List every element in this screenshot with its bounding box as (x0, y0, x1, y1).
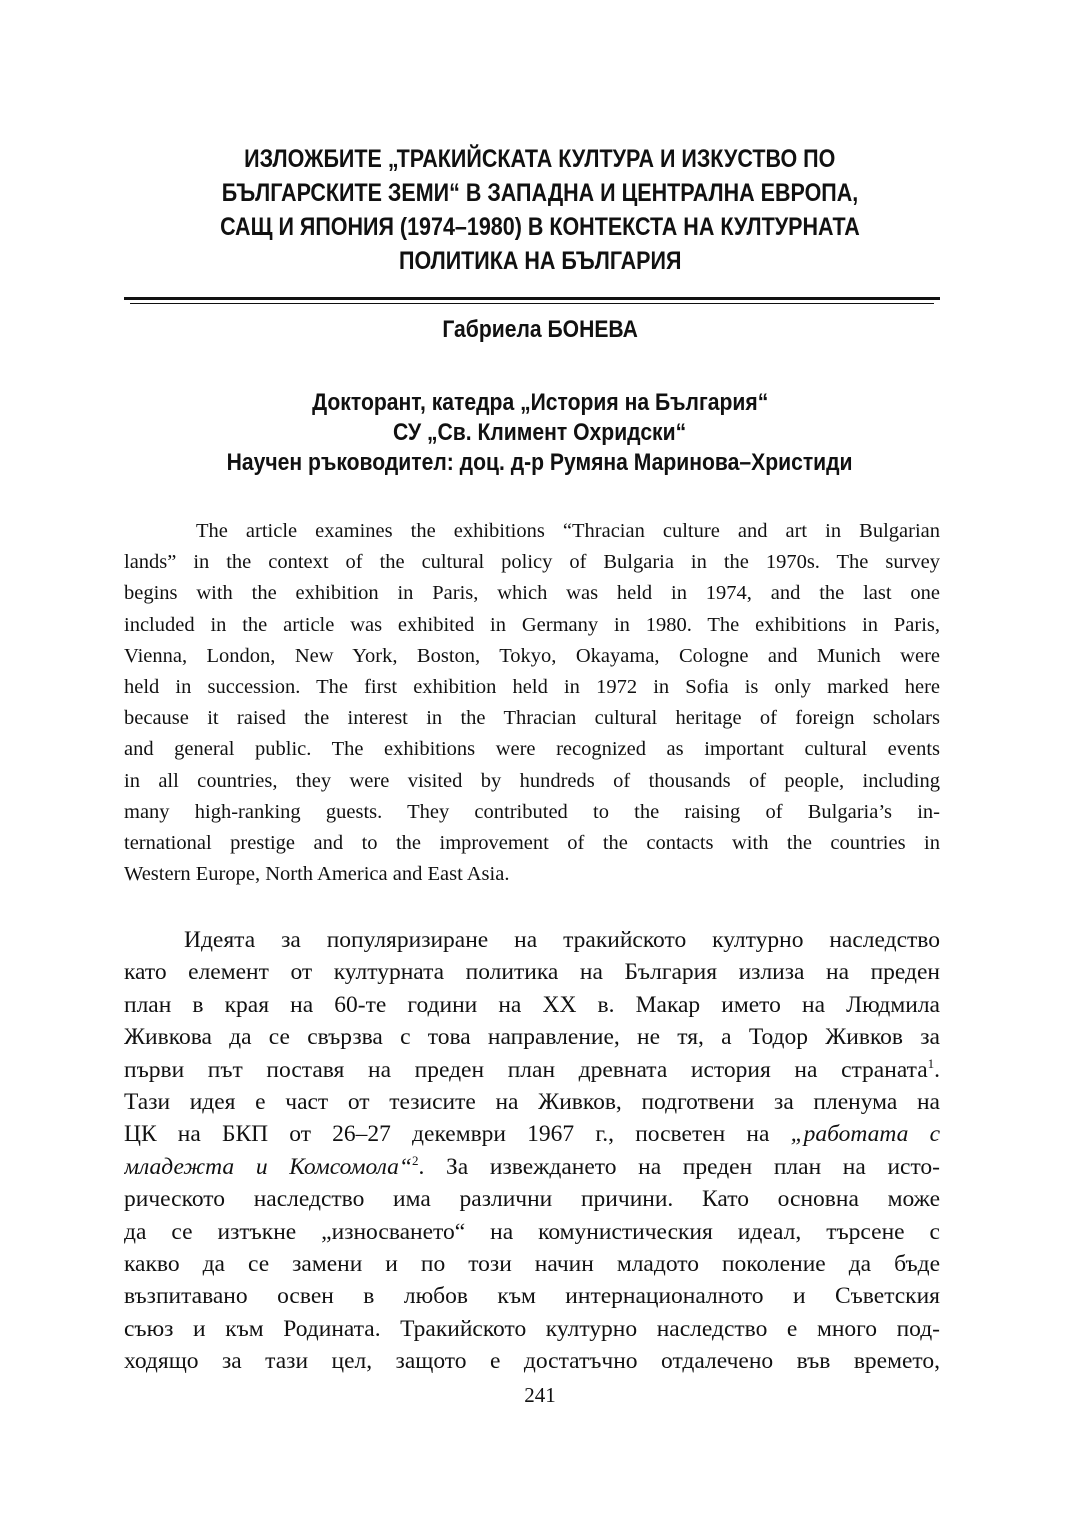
page-number: 241 (524, 1383, 556, 1407)
body-line: рическото наследство има различни причини. Като основна може (124, 1186, 940, 1213)
body-line: какво да се замени и по този начин младото поколение да бъде (124, 1250, 940, 1277)
author-text: Габриела БОНЕВА (442, 316, 638, 343)
abstract-line: begins with the exhibition in Paris, which was held in 1974, and the last one (124, 582, 940, 605)
affiliation-line: Докторант, катедра „История на България“ (311, 389, 769, 416)
body-line: план в края на 60-те години на XX в. Макар името на Людмила (124, 991, 940, 1018)
supervisor-line: Научен ръководител: доц. д-р Румяна Маринова–Христиди (227, 449, 853, 476)
title-line: БЪЛГАРСКИТЕ ЗЕМИ“ В ЗАПАДНА И ЦЕНТРАЛНА ЕВРОПА, (221, 179, 859, 207)
body-line: като елемент от културната политика на България излиза на преден (124, 959, 940, 986)
title-line: ПОЛИТИКА НА БЪЛГАРИЯ (398, 247, 682, 275)
abstract-line: in all countries, they were visited by hundreds of thousands of people, including (124, 769, 940, 792)
affiliation-line: СУ „Св. Климент Охридски“ (393, 419, 687, 446)
body-text (124, 924, 940, 1377)
author-name (100, 314, 980, 346)
body-line: възпитавано освен в любов към интернационалното и Съветския (124, 1283, 940, 1310)
abstract-line: The article examines the exhibitions “Thracian culture and art in Bulgarian (196, 520, 940, 542)
body-line: съюз и към Родината. Тракийското културно наследство е много под- (124, 1315, 940, 1342)
abstract-line: ternational prestige and to the improvement of the contacts with the countries in (124, 831, 940, 854)
title-divider-thin (130, 303, 934, 304)
body-text-span: . За извеждането на преден план на исто- (418, 1153, 940, 1180)
abstract-line: and general public. The exhibitions were recognized as important cultural events (124, 738, 940, 761)
quote-italic: „работата с (790, 1121, 940, 1148)
body-text-span: . (934, 1056, 940, 1083)
abstract-line: because it raised the interest in the Thracian cultural heritage of foreign scholars (124, 707, 940, 730)
body-line (124, 1054, 940, 1086)
footnote-ref-1[interactable]: 1 (927, 1055, 935, 1071)
body-line: Тази идея е част от тезисите на Живков, подготвени за пленума на (124, 1088, 940, 1115)
abstract-line: Western Europe, North America and East Asia. (124, 863, 510, 886)
abstract-line: held in succession. The first exhibition held in 1972 in Sofia is only marked here (124, 675, 940, 698)
abstract (124, 516, 940, 890)
body-line: Идеята за популяризиране на тракийското културно наследство (184, 927, 940, 953)
article-title (100, 142, 980, 278)
abstract-line: Vienna, London, New York, Boston, Tokyo, Okayama, Cologne and Munich were (124, 644, 940, 667)
title-divider-thick (124, 297, 940, 300)
title-line: ИЗЛОЖБИТЕ „ТРАКИЙСКАТА КУЛТУРА И ИЗКУСТВО ПО (244, 145, 836, 173)
footnote-ref-2[interactable]: 2 (412, 1152, 419, 1168)
body-line: Живкова да се свързва с това направление, не тя, а Тодор Живков за (124, 1024, 940, 1051)
body-line (124, 1118, 940, 1150)
body-line: да се изтъкне „износването“ на комунистическия идеал, търсене с (124, 1218, 940, 1245)
body-line: ходящо за тази цел, защото е достатъчно отдалечено във времето, (124, 1348, 940, 1375)
abstract-line: many high-ranking guests. They contributed to the raising of Bulgaria’s in- (124, 800, 940, 823)
body-line (124, 1151, 940, 1183)
body-text-span: ЦК на БКП от 26–27 декември 1967 г., посветен на (124, 1121, 791, 1148)
abstract-line: included in the article was exhibited in Germany in 1980. The exhibitions in Paris, (124, 613, 940, 636)
quote-italic: младежта и Комсомола“ (124, 1153, 412, 1180)
abstract-line: lands” in the context of the cultural policy of Bulgaria in the 1970s. The survey (124, 551, 940, 574)
body-text-span: първи път поставя на преден план древната история на страната (124, 1056, 928, 1083)
affiliation (100, 388, 980, 478)
title-line: САЩ И ЯПОНИЯ (1974–1980) В КОНТЕКСТА НА КУЛТУРНАТА (220, 213, 860, 241)
